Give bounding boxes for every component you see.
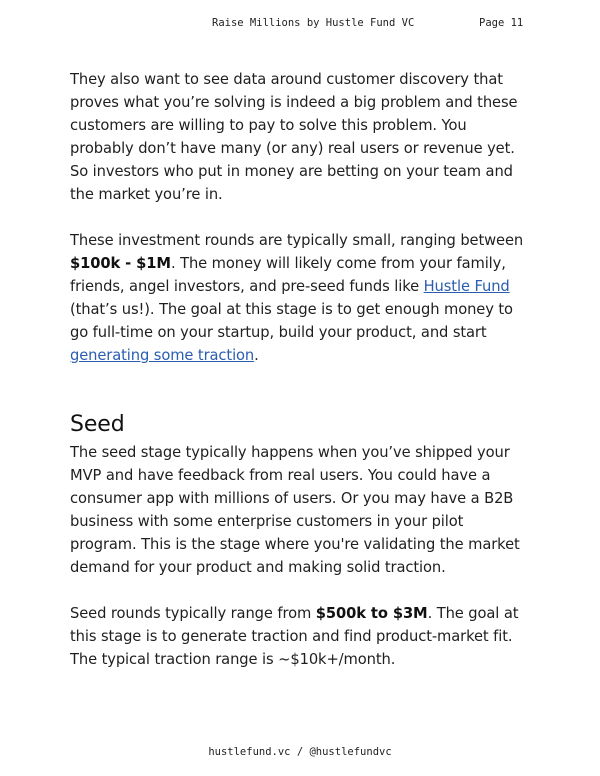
text-span: Seed rounds typically range from [70, 605, 316, 622]
page-content [70, 68, 532, 671]
text-span: . [254, 347, 259, 364]
text-span: . The goal at this stage is to generate traction and find product-market fit. The typical traction range is ~$10k+/month. [70, 605, 519, 668]
paragraph-customer-discovery: They also want to see data around customer discovery that proves what you’re solving is indeed a big problem and these customers are willing to pay to solve this problem. You probably don’t have many (or any) real users or revenue yet. So investors who put in money are betting on your team and the market you’re in. [70, 71, 518, 203]
paragraph-seed-rounds [70, 602, 532, 671]
paragraph-seed-stage: The seed stage typically happens when you’ve shipped your MVP and have feedback from real users. You could have a consumer app with millions of users. Or you may have a B2B business with some enterprise customers in your pilot program. This is the stage where you're validating the market demand for your product and making solid traction. [70, 444, 520, 576]
document-title: Raise Millions by Hustle Fund VC [212, 17, 415, 29]
generating-traction-link[interactable]: generating some traction [70, 347, 255, 364]
text-span: (that’s us!). The goal at this stage is to get enough money to go full-time on your startup, build your product, and start [70, 301, 513, 341]
amount-range-preseed: $100k - $1M [70, 255, 171, 272]
hustle-fund-link[interactable]: Hustle Fund [423, 278, 510, 295]
paragraph-investment-rounds [70, 229, 532, 367]
section-heading-seed: Seed [70, 412, 125, 437]
page-footer: hustlefund.vc / @hustlefundvc [208, 746, 392, 758]
text-span: These investment rounds are typically small, ranging between [70, 232, 524, 249]
text-span: . The money will likely come from your family, friends, angel investors, and pre-seed funds like [70, 255, 506, 295]
page-number: Page 11 [479, 17, 524, 29]
page-header [0, 17, 600, 33]
amount-range-seed: $500k to $3M [315, 605, 428, 622]
